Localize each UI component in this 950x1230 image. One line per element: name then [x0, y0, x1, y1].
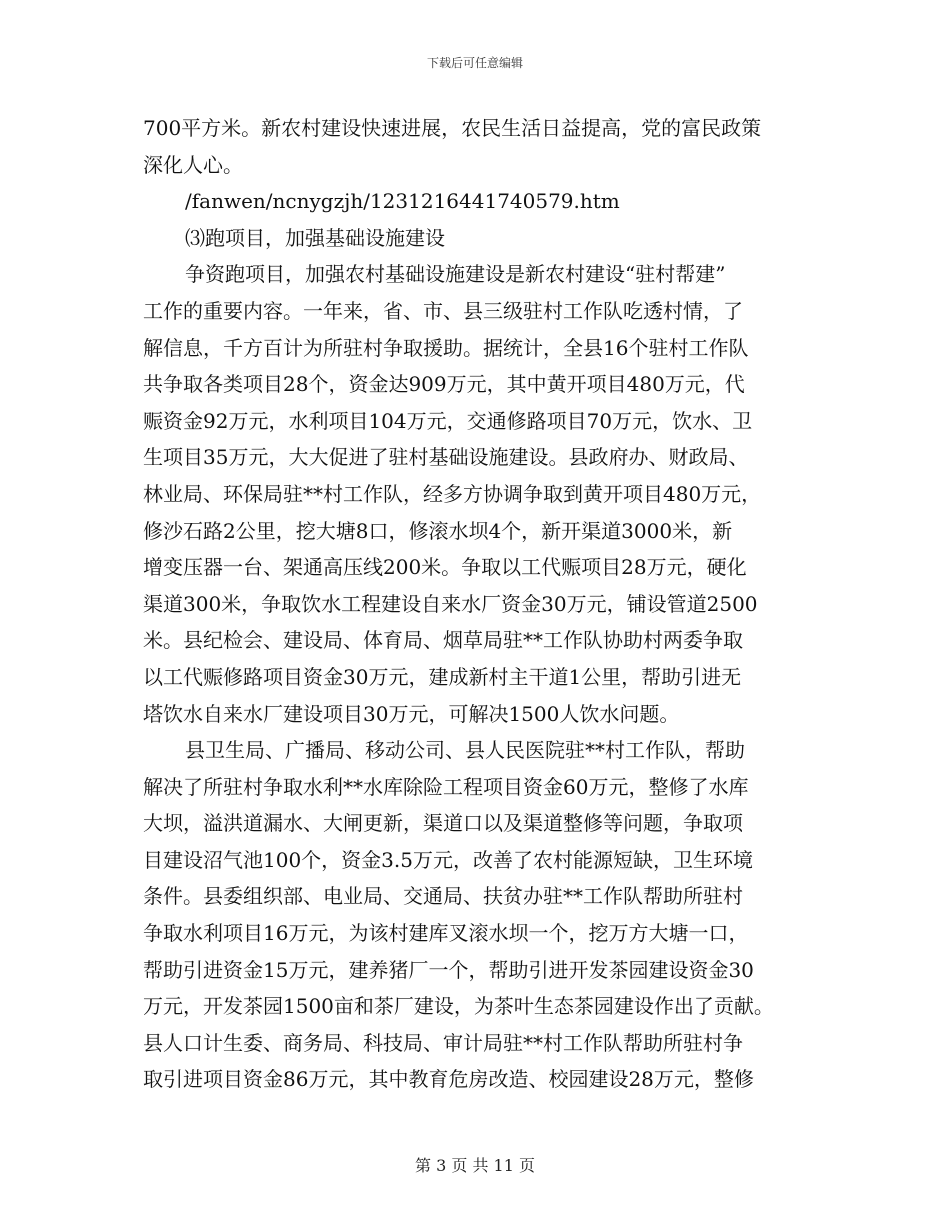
text-line: 解决了所驻村争取水利**水库除险工程项目资金60万元，整修了水库	[143, 774, 749, 799]
text-line: 米。县纪检会、建设局、体育局、烟草局驻**工作队协助村两委争取	[143, 628, 743, 653]
text-line: 解信息，千方百计为所驻村争取援助。据统计，全县16个驻村工作队	[143, 335, 749, 360]
text-line: 修沙石路2公里，挖大塘8口，修滚水坝4个，新开渠道3000米，新	[143, 518, 733, 543]
text-line: 共争取各类项目28个，资金达909万元，其中黄开项目480万元，代	[143, 372, 745, 397]
text-line: 争资跑项目，加强农村基础设施建设是新农村建设“驻村帮建”	[185, 262, 726, 287]
text-line: 万元，开发茶园1500亩和茶厂建设，为茶叶生态茶园建设作出了贡献。	[143, 994, 774, 1019]
url-line: /fanwen/ncnygzjh/1231216441740579.htm	[185, 189, 620, 214]
text-line: 深化人心。	[143, 152, 243, 177]
text-line: 生项目35万元，大大促进了驻村基础设施建设。县政府办、财政局、	[143, 445, 749, 470]
text-line: 县卫生局、广播局、移动公司、县人民医院驻**村工作队，帮助	[185, 738, 745, 763]
text-line: 赈资金92万元，水利项目104万元，交通修路项目70万元，饮水、卫	[143, 408, 753, 433]
page-number-footer: 第 3 页 共 11 页	[415, 1156, 535, 1175]
text-line: 渠道300米，争取饮水工程建设自来水厂资金30万元，铺设管道2500	[143, 591, 758, 616]
text-line: 以工代赈修路项目资金30万元，建成新村主干道1公里，帮助引进无	[143, 664, 742, 689]
text-line: 目建设沼气池100个，资金3.5万元，改善了农村能源短缺，卫生环境	[143, 847, 753, 872]
section-heading: ⑶跑项目，加强基础设施建设	[185, 225, 445, 250]
text-line: 县人口计生委、商务局、科技局、审计局驻**村工作队帮助所驻村争	[143, 1030, 743, 1055]
text-line: 700平方米。新农村建设快速进展，农民生活日益提高，党的富民政策	[143, 116, 762, 140]
text-line: 取引进项目资金86万元，其中教育危房改造、校园建设28万元，整修	[143, 1067, 754, 1092]
text-line: 争取水利项目16万元，为该村建库叉滚水坝一个，挖万方大塘一口，	[143, 921, 749, 946]
text-line: 工作的重要内容。一年来，省、市、县三级驻村工作队吃透村情，了	[143, 298, 743, 323]
text-line: 帮助引进资金15万元，建养猪厂一个，帮助引进开发茶园建设资金30	[143, 957, 754, 982]
text-line: 林业局、环保局驻**村工作队，经多方协调争取到黄开项目480万元，	[143, 481, 762, 506]
text-line: 增变压器一台、架通高压线200米。争取以工代赈项目28万元，硬化	[143, 555, 747, 580]
text-line: 塔饮水自来水厂建设项目30万元，可解决1500人饮水问题。	[143, 701, 680, 726]
page-header: 下载后可任意编辑	[426, 56, 523, 70]
text-line: 大坝，溢洪道漏水、大闸更新，渠道口以及渠道整修等问题，争取项	[143, 811, 743, 836]
text-line: 条件。县委组织部、电业局、交通局、扶贫办驻**工作队帮助所驻村	[143, 884, 743, 909]
document-body	[143, 110, 813, 1098]
